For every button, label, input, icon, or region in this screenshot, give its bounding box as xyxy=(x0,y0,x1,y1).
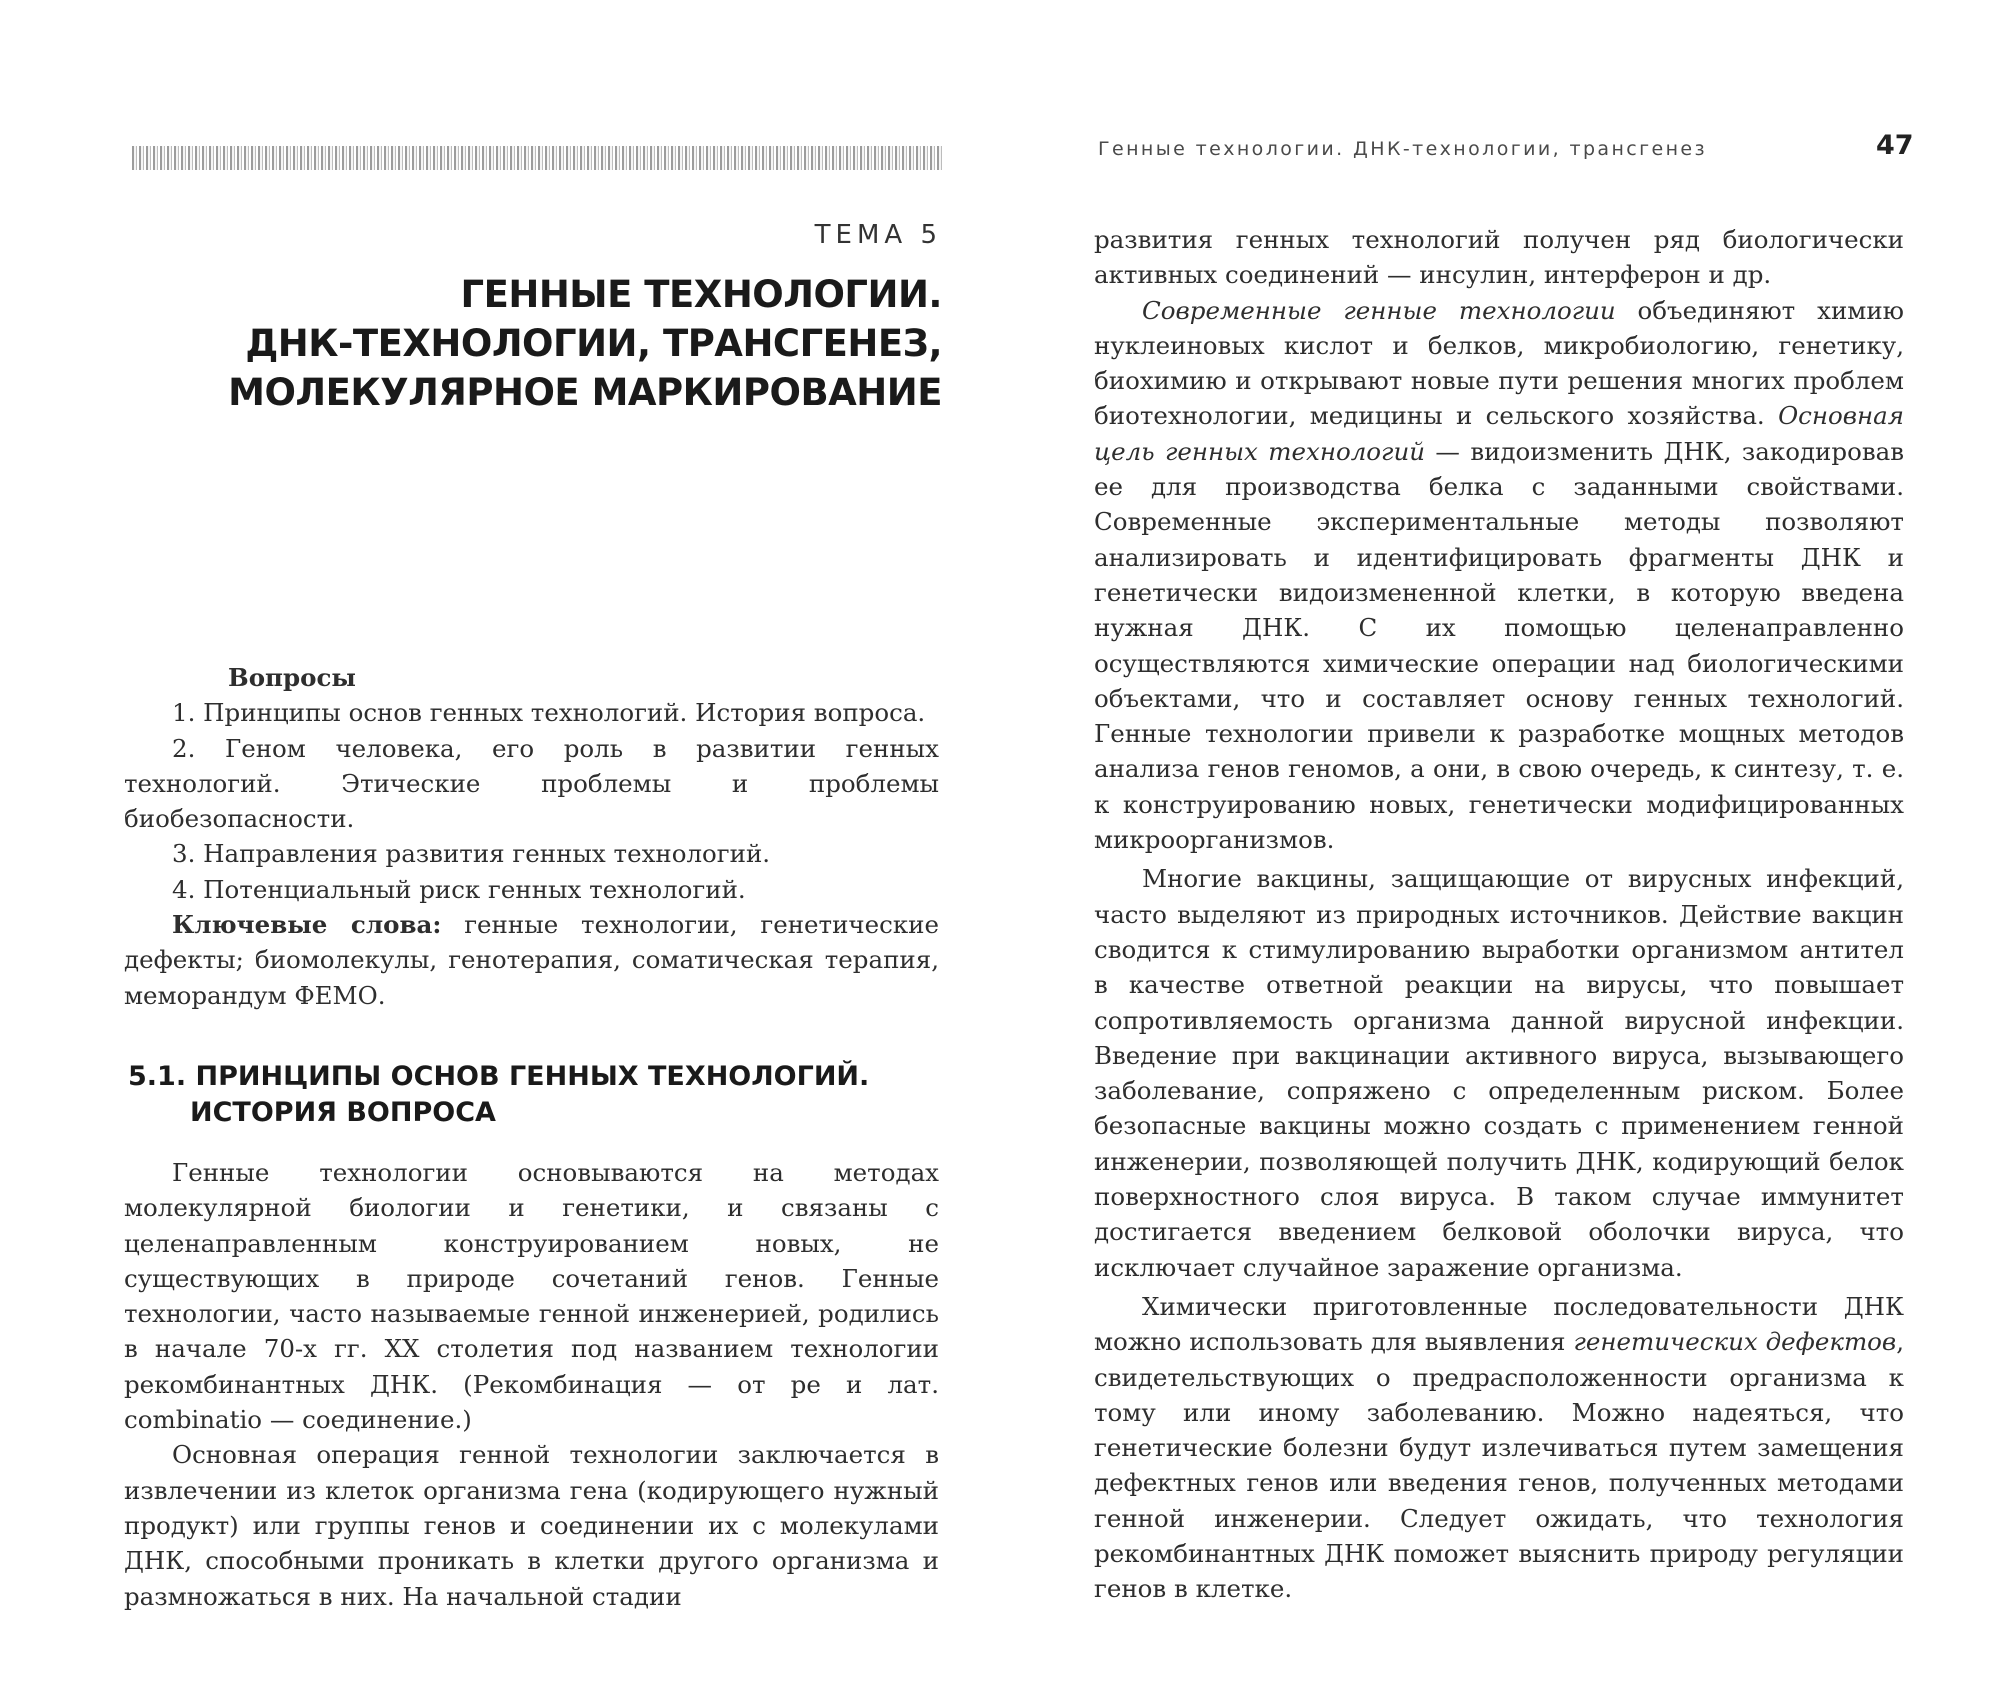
paragraph xyxy=(1094,1289,1904,1607)
theme-title xyxy=(202,270,942,417)
running-header: Генные технологии. ДНК-технологии, трансгенез xyxy=(1098,138,1708,160)
question-item: 2. Геном человека, его роль в развитии генных технологий. Этические проблемы и проблемы биобезопасности. xyxy=(124,733,939,834)
left-column xyxy=(124,660,939,1614)
question-item: 4. Потенциальный риск генных технологий. xyxy=(172,874,746,904)
right-column xyxy=(1094,222,1904,1607)
italic-phrase: Основная цель генных технологий xyxy=(1094,401,1904,466)
paragraph: Многие вакцины, защищающие от вирусных инфекций, часто выделяют из природных источников. Действие вакцин сводится к стимулированию выработки организмом антител в качестве ответной реакции на вирусы, что повышает сопротивляемость организма данной вирусной инфекции. Введение при вакцинации активного вируса, вызывающего заболевание, сопряжено с определенным риском. Более безопасные вакцины можно создать с применением генной инженерии, позволяющей получить ДНК, кодирующий белок поверхностного слоя вируса. В таком случае иммунитет достигается введением белковой оболочки вируса, что исключает случайное заражение организма. xyxy=(1094,864,1904,1282)
question-item: 1. Принципы основ генных технологий. История вопроса. xyxy=(172,698,926,728)
paragraph: развития генных технологий получен ряд биологически активных соединений — инсулин, интерферон и др. xyxy=(1094,225,1904,290)
paragraph-text: объединяют химию нуклеиновых кислот и белков, микробиологию, генетику, биохимию и открывают новые пути решения многих проблем биотехнологии, медицины и сельского хозяйства. xyxy=(1094,295,1904,431)
question-item: 3. Направления развития генных технологий. xyxy=(172,839,771,869)
italic-phrase: генетических дефектов xyxy=(1573,1327,1897,1357)
keywords xyxy=(124,907,939,1013)
page-number: 47 xyxy=(1876,130,1914,161)
paragraph: Основная операция генной технологии заключается в извлечении из клеток организма гена (кодирующего нужный продукт) или группы генов и соединении их с молекулами ДНК, способными проникать в клетки другого организма и размножаться в них. На начальной стадии xyxy=(124,1440,939,1611)
keywords-text: генные технологии, генетические дефекты; биомолекулы, генотерапия, соматическая терапия, меморандум ФЕМО. xyxy=(124,910,939,1010)
keywords-label: Ключевые слова: xyxy=(172,910,442,940)
section-heading-line: 5.1. ПРИНЦИПЫ ОСНОВ ГЕННЫХ ТЕХНОЛОГИЙ. xyxy=(128,1060,870,1092)
paragraph-text: — видоизменить ДНК, закодировав ее для производства белка с заданными свойствами. Современные экспериментальные методы позволяют анализировать и идентифицировать фрагменты ДНК и генетически видоизмененной клетки, в которую введена нужная ДНК. С их помощью целенаправленно осуществляются химические операции над биологическими объектами, что и составляет основу генных технологий. Генные технологии привели к разработке мощных методов анализа генов геномов, а они, в свою очередь, к синтезу, т. е. к конструированию новых, генетически модифицированных микроорганизмов. xyxy=(1094,436,1905,855)
decorative-header-bar xyxy=(132,146,942,170)
theme-title-line: ДНК-ТЕХНОЛОГИИ, ТРАНСГЕНЕЗ, xyxy=(245,322,942,365)
theme-title-line: МОЛЕКУЛЯРНОЕ МАРКИРОВАНИЕ xyxy=(228,371,942,414)
section-heading xyxy=(128,1059,939,1131)
paragraph-text: Химически приготовленные последовательности ДНК можно использовать для выявления xyxy=(1094,1291,1904,1357)
theme-label: ТЕМА 5 xyxy=(814,220,942,250)
questions-heading: Вопросы xyxy=(228,663,356,692)
italic-phrase: Современные генные технологии xyxy=(1142,295,1616,325)
section-heading-line: ИСТОРИЯ ВОПРОСА xyxy=(190,1096,496,1128)
paragraph xyxy=(1094,293,1904,858)
theme-title-line: ГЕННЫЕ ТЕХНОЛОГИИ. xyxy=(460,273,942,316)
paragraph-text: , свидетельствующих о предрасположенности организма к тому или иному заболеванию. Можно надеяться, что генетические болезни будут излечиваться путем замещения дефектных генов или введения генов, полученных методами генной инженерии. Следует ожидать, что технология рекомбинантных ДНК поможет выяснить природу регуляции генов в клетке. xyxy=(1094,1327,1904,1604)
paragraph: Генные технологии основываются на методах молекулярной биологии и генетики, и связаны с целенаправленным конструированием новых, не существующих в природе сочетаний генов. Генные технологии, часто называемые генной инженерией, родились в начале 70-х гг. XX столетия под названием технологии рекомбинантных ДНК. (Рекомбинация — от ре и лат. combinatio — соединение.) xyxy=(124,1157,939,1435)
